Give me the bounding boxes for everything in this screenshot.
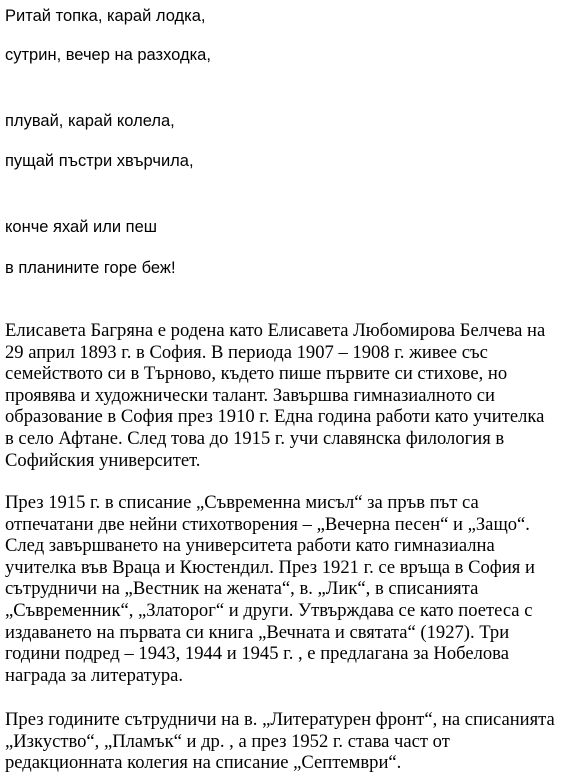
paragraph-line: „Изкуство“, „Пламък“ и др. , а през 1952 г. става част от bbox=[5, 730, 450, 752]
paragraph-line: След завършването на университета работи като гимназиална bbox=[5, 535, 495, 557]
poem-line: пущай пъстри хвърчила, bbox=[5, 152, 194, 170]
paragraph-line: отпечатани две нейни стихотворения – „Вечерна песен“ и „Защо“. bbox=[5, 513, 530, 535]
paragraph-line: сътрудничи на „Вестник на жената“, в. „Лик“, в списанията bbox=[5, 578, 479, 600]
poem-line: сутрин, вечер на разходка, bbox=[5, 46, 211, 64]
paragraph-line: награда за литература. bbox=[5, 664, 184, 686]
paragraph-line: в село Афтане. След това до 1915 г. учи славянска филология в bbox=[5, 427, 505, 449]
paragraph-line: редакционната колегия на списание „Септември“. bbox=[5, 752, 402, 774]
paragraph-line: През 1915 г. в списание „Съвременна мисъл“ за пръв път са bbox=[5, 492, 479, 513]
paragraph-line: образование в София през 1910 г. Една година работи като учителка bbox=[5, 406, 545, 428]
paragraph-line: 29 април 1893 г. в София. В периода 1907 – 1908 г. живее със bbox=[5, 341, 488, 363]
paragraph-line: учителка във Враца и Кюстендил. През 1921 г. се връща в София и bbox=[5, 556, 535, 578]
paragraph-line: години подред – 1943, 1944 и 1945 г. , е предлагана за Нобелова bbox=[5, 643, 509, 665]
biography-paragraph bbox=[5, 320, 545, 471]
biography-paragraph bbox=[5, 492, 535, 686]
poem-line: Ритай топка, карай лодка, bbox=[5, 7, 206, 25]
poem-line: конче яхай или пеш bbox=[5, 218, 158, 236]
biography-paragraph bbox=[5, 709, 555, 774]
poem-line: плувай, карай колела, bbox=[5, 112, 175, 130]
paragraph-line: Софийския университет. bbox=[5, 449, 201, 471]
paragraph-line: През годините сътрудничи на в. „Литературен фронт“, на списанията bbox=[5, 709, 555, 730]
paragraph-line: Елисавета Багряна е родена като Елисавета Любомирова Белчева на bbox=[5, 320, 546, 341]
paragraph-line: „Съвременник“, „Златорог“ и други. Утвърждава се като поетеса с bbox=[5, 599, 533, 621]
poem-line: в планините горе беж! bbox=[5, 259, 176, 277]
paragraph-line: семейството си в Търново, където пише първите си стихове, но bbox=[5, 363, 508, 385]
paragraph-line: издаването на първата си книга „Вечната и святата“ (1927). Три bbox=[5, 621, 510, 643]
paragraph-line: проявява и художнически талант. Завършва гимназиалното си bbox=[5, 384, 495, 406]
